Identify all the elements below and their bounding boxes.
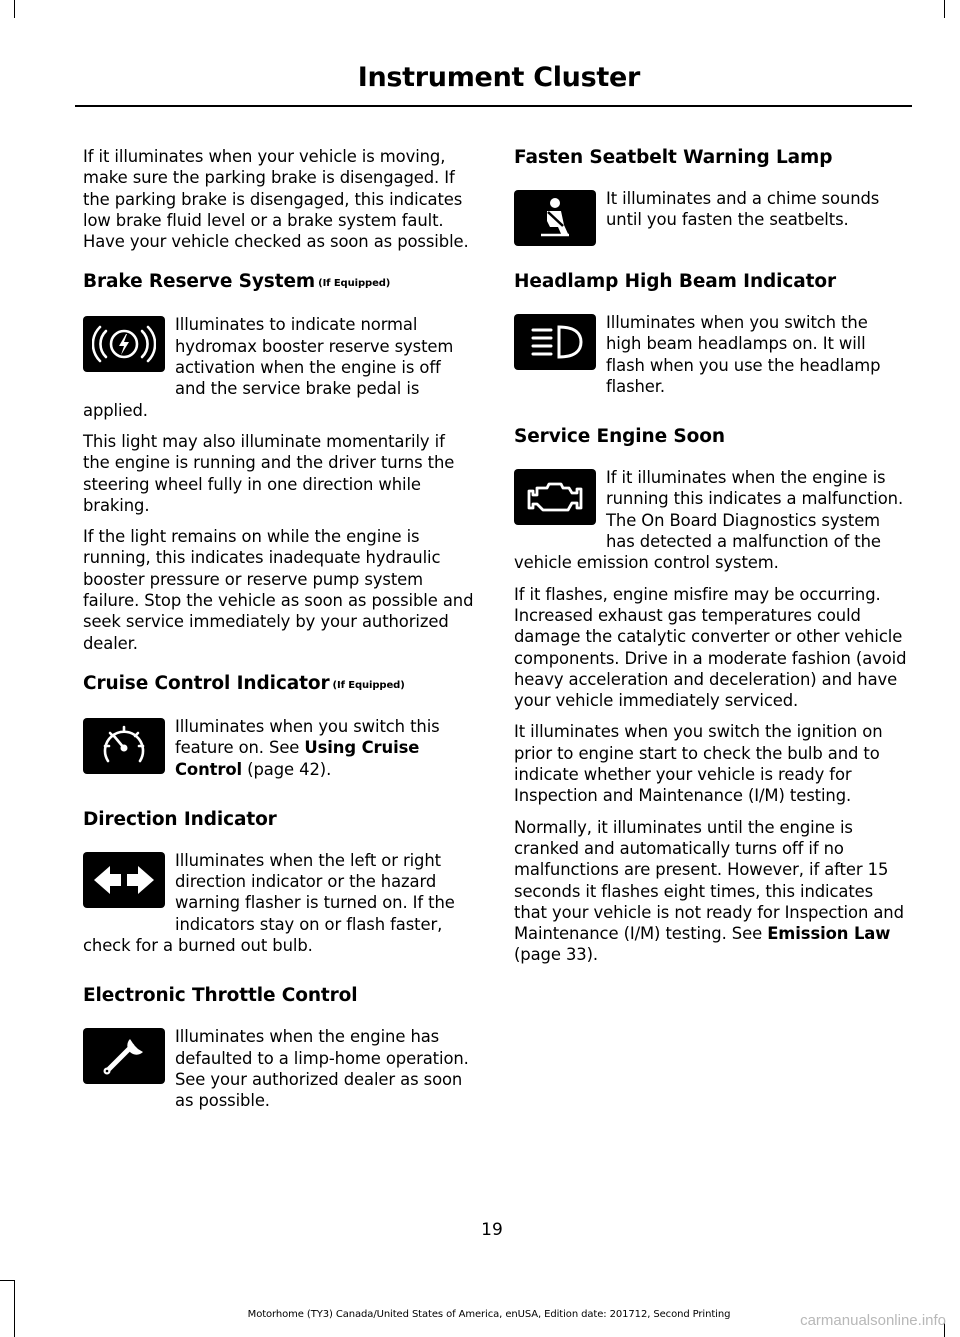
body-text: Illuminates when you switch this feature on. See: [175, 716, 440, 758]
qualifier: (If Equipped): [318, 278, 391, 290]
high-beam-icon: [514, 314, 596, 370]
wrench-icon: [83, 1028, 165, 1084]
seatbelt-text: It illuminates and a chime sounds until you fasten the seatbelts.: [606, 189, 880, 230]
brake-reserve-para3: If the light remains on while the engine is running, this indicates inadequate hydraulic booster pressure or reserve pump system failure. Stop the vehicle as soon as possible and seek service immediately by your authorized dealer.: [83, 527, 474, 653]
watermark: carmanualsonline.info: [800, 1312, 946, 1329]
cruise-control-heading: [83, 672, 476, 698]
right-column: [514, 146, 908, 976]
seatbelt-block: [514, 188, 908, 252]
direction-indicator-block: [83, 850, 476, 966]
brake-reserve-icon: [83, 316, 165, 372]
high-beam-block: [514, 312, 908, 407]
electronic-throttle-text: Illuminates when the engine has defaulted to a limp-home operation. See your authorized dealer as soon as possible.: [175, 1027, 469, 1111]
crop-mark: [14, 0, 15, 18]
brake-reserve-para2: This light may also illuminate momentarily if the engine is running and the driver turns the steering wheel fully in one direction while braking.: [83, 431, 455, 515]
page-title: Instrument Cluster: [357, 62, 640, 93]
service-engine-para2: If it flashes, engine misfire may be occurring. Increased exhaust gas temperatures could damage the catalytic converter or other vehicle components. Drive in a moderate fashion (avoid heavy acceleration and deceleration) and have your vehicle immediately serviced.: [514, 584, 907, 711]
service-engine-para4: [514, 817, 908, 966]
brake-reserve-block: [83, 314, 476, 430]
cruise-control-block: [83, 716, 476, 790]
direction-arrows-icon: [83, 852, 165, 908]
left-column: [83, 146, 476, 1122]
speedometer-icon: [83, 718, 165, 774]
service-engine-heading: Service Engine Soon: [514, 426, 725, 448]
body-text: Normally, it illuminates until the engine is cranked and automatically turns off if no malfunctions are present. However, if after 15 seconds it flashes eight times, this indicates that your vehicle is not ready for Inspection and Maintenance (I/M) testing. See: [514, 817, 904, 944]
header-rule: [75, 105, 912, 107]
service-engine-para3: It illuminates when you switch the ignition on prior to engine start to check the bulb and to indicate whether your vehicle is ready for Inspection and Maintenance (I/M) testing.: [514, 722, 883, 806]
qualifier: (If Equipped): [332, 679, 405, 691]
seatbelt-icon: [514, 190, 596, 246]
engine-icon: [514, 469, 596, 525]
page-number: 19: [481, 1220, 503, 1240]
heading-text: Brake Reserve System: [83, 271, 316, 293]
seatbelt-heading: Fasten Seatbelt Warning Lamp: [514, 147, 833, 168]
service-engine-block: [514, 467, 908, 583]
page-reference: (page 33).: [514, 945, 599, 965]
electronic-throttle-block: [83, 1026, 476, 1121]
heading-text: Cruise Control Indicator: [83, 672, 330, 694]
crop-mark: [0, 1280, 14, 1281]
page-reference: (page 42).: [242, 759, 332, 779]
crop-mark: [944, 0, 945, 18]
footer-text: Motorhome (TY3) Canada/United States of America, enUSA, Edition date: 201712, Second Printing: [247, 1309, 731, 1320]
brake-reserve-text: Illuminates to indicate normal hydromax booster reserve system activation when the engine is off and the service brake pedal is applied.: [83, 315, 454, 420]
high-beam-heading: Headlamp High Beam Indicator: [514, 271, 837, 292]
cross-reference-link[interactable]: Emission Law: [767, 924, 891, 944]
intro-paragraph: If it illuminates when your vehicle is moving, make sure the parking brake is disengaged. If the parking brake is disengaged, this indicates low brake fluid level or a brake system fault. Have your vehicle checked as soon as possible.: [83, 147, 469, 252]
brake-reserve-heading: [83, 270, 476, 296]
direction-indicator-text: Illuminates when the left or right direction indicator or the hazard warning flasher is turned on. If the indicators stay on or flash faster, check for a burned out bulb.: [83, 850, 455, 956]
high-beam-text: Illuminates when you switch the high beam headlamps on. It will flash when you use the headlamp flasher.: [606, 313, 881, 396]
cross-reference-link[interactable]: Using Cruise Control: [175, 738, 420, 779]
direction-indicator-heading: Direction Indicator: [83, 808, 277, 830]
electronic-throttle-heading: Electronic Throttle Control: [83, 985, 358, 1007]
service-engine-text: If it illuminates when the engine is running this indicates a malfunction. The On Board Diagnostics system has detected a malfunction of the vehicle emission control system.: [514, 468, 904, 573]
